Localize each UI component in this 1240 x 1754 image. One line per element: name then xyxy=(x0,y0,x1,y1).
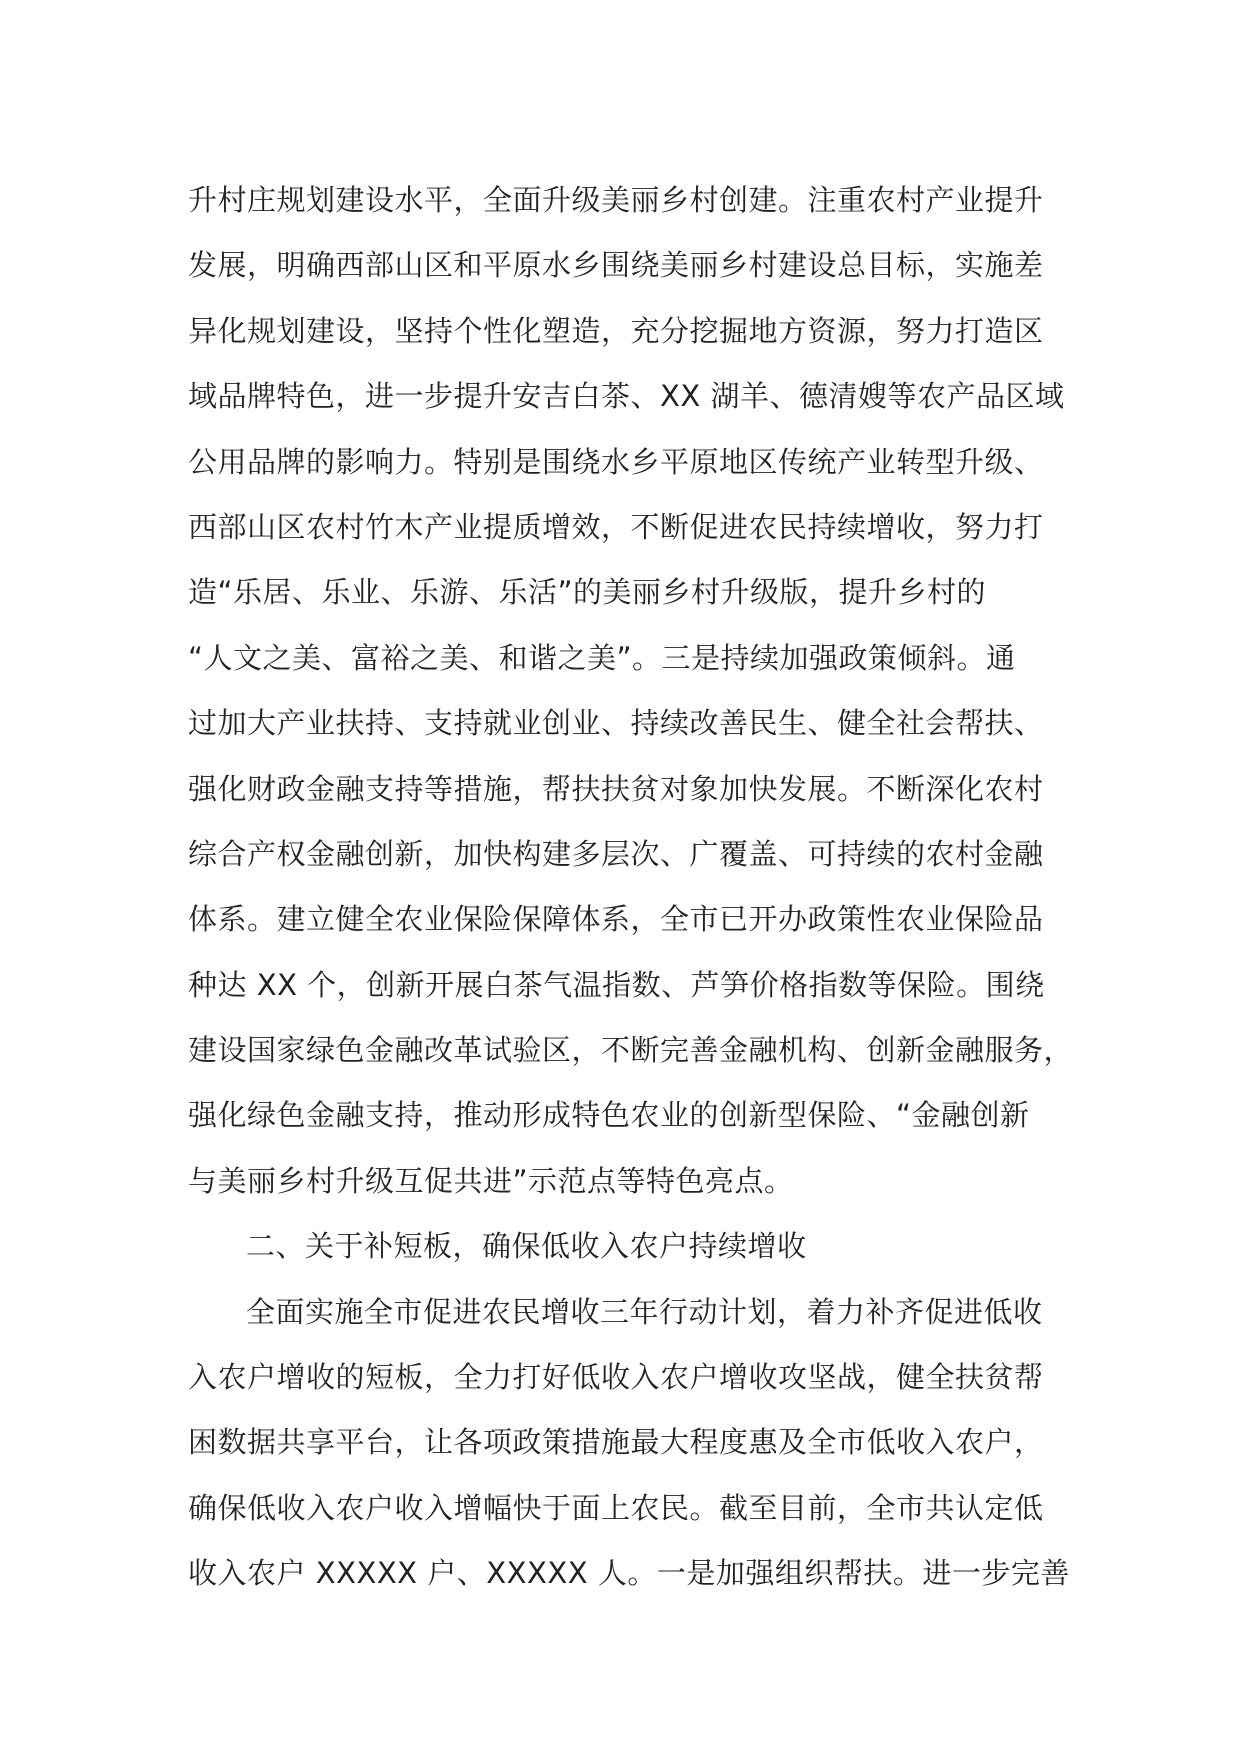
body-text xyxy=(188,168,1074,1607)
text-line: 建设国家绿色金融改革试验区，不断完善金融机构、创新金融服务， xyxy=(188,1033,1074,1068)
text-line: 入农户增收的短板，全力打好低收入农户增收攻坚战，健全扶贫帮 xyxy=(188,1360,1044,1395)
text-line: 与美丽乡村升级互促共进”示范点等特色亮点。 xyxy=(188,1163,794,1198)
text-line: “人文之美、富裕之美、和谐之美”。三是持续加强政策倾斜。通 xyxy=(188,640,1016,675)
text-line: 种达 XX 个，创新开展白茶气温指数、芦笋价格指数等保险。围绕 xyxy=(188,967,1045,1002)
text-line: 造“乐居、乐业、乐游、乐活”的美丽乡村升级版，提升乡村的 xyxy=(188,575,987,610)
text-line: 过加大产业扶持、支持就业创业、持续改善民生、健全社会帮扶、 xyxy=(188,706,1044,741)
text-line: 升村庄规划建设水平，全面升级美丽乡村创建。注重农村产业提升 xyxy=(188,183,1044,217)
text-line: 发展，明确西部山区和平原水乡围绕美丽乡村建设总目标，实施差 xyxy=(188,248,1044,283)
text-line: 综合产权金融创新，加快构建多层次、广覆盖、可持续的农村金融 xyxy=(188,836,1044,871)
section-heading: 二、关于补短板，确保低收入农户持续增收 xyxy=(246,1229,807,1264)
text-line: 困数据共享平台，让各项政策措施最大程度惠及全市低收入农户， xyxy=(188,1425,1044,1460)
text-line: 域品牌特色，进一步提升安吉白茶、XX 湖羊、德清嫂等农产品区域 xyxy=(188,379,1065,414)
text-line: 收入农户 XXXXX 户、XXXXX 人。一是加强组织帮扶。进一步完善 xyxy=(188,1556,1070,1591)
text-line: 体系。建立健全农业保险保障体系，全市已开办政策性农业保险品 xyxy=(188,902,1044,937)
text-line: 异化规划建设，坚持个性化塑造，充分挖掘地方资源，努力打造区 xyxy=(188,313,1044,348)
text-line: 确保低收入农户收入增幅快于面上农民。截至目前，全市共认定低 xyxy=(188,1490,1044,1525)
text-line: 强化绿色金融支持，推动形成特色农业的创新型保险、“金融创新 xyxy=(188,1098,1030,1133)
text-line: 强化财政金融支持等措施，帮扶扶贫对象加快发展。不断深化农村 xyxy=(188,771,1044,806)
text-line: 全面实施全市促进农民增收三年行动计划，着力补齐促进低收 xyxy=(246,1294,1043,1329)
text-line: 公用品牌的影响力。特别是围绕水乡平原地区传统产业转型升级、 xyxy=(188,444,1044,479)
text-line: 西部山区农村竹木产业提质增效，不断促进农民持续增收，努力打 xyxy=(188,509,1044,544)
